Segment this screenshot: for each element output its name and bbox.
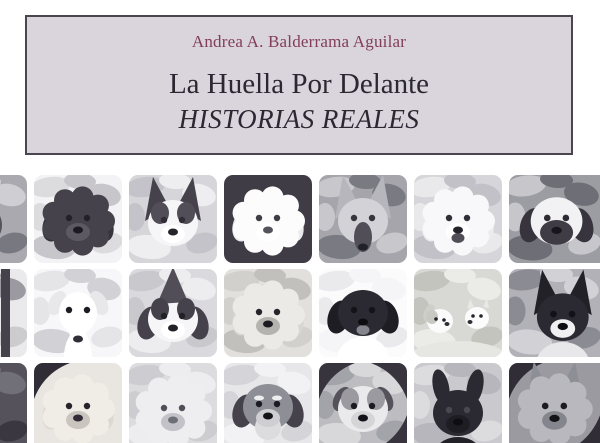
dog-tile-two-dogs-meadow (414, 269, 502, 357)
dog-tile-party-hat-jack-russell (129, 269, 217, 357)
dog-tile-shaggy-havanese (224, 269, 312, 357)
dog-tile-fluffy-poodle (129, 363, 217, 443)
title-box (25, 15, 573, 155)
dog-tile-shih-tzu (414, 175, 502, 263)
dog-tile-boston-terrier-pair (509, 269, 600, 357)
author-name: Andrea A. Balderrama Aguilar (191, 32, 407, 51)
dog-tile-partial-dark (0, 363, 27, 443)
dog-tile-pug (509, 175, 600, 263)
dog-tile-rottweiler (319, 269, 407, 357)
dog-tile-wire-fox-terrier (319, 363, 407, 443)
dog-tile-cream-bearded-dog (34, 363, 122, 443)
dog-tile-schnauzer (224, 363, 312, 443)
dog-tile-maltese-on-dark (224, 175, 312, 263)
dog-tile-scruffy-terrier (509, 363, 600, 443)
dog-tile-german-shepherd (319, 175, 407, 263)
dog-tile-papillon (129, 175, 217, 263)
dog-tile-greyhound (34, 269, 122, 357)
book-subtitle: HISTORIAS REALES (178, 103, 420, 134)
book-title: La Huella Por Delante (168, 68, 430, 100)
dog-collage (0, 175, 600, 443)
dog-tile-partial-dog (0, 175, 27, 263)
dog-tile-partial-light (0, 269, 27, 357)
dog-tile-dark-shaggy-terrier (34, 175, 122, 263)
dog-tile-french-bulldog (414, 363, 502, 443)
